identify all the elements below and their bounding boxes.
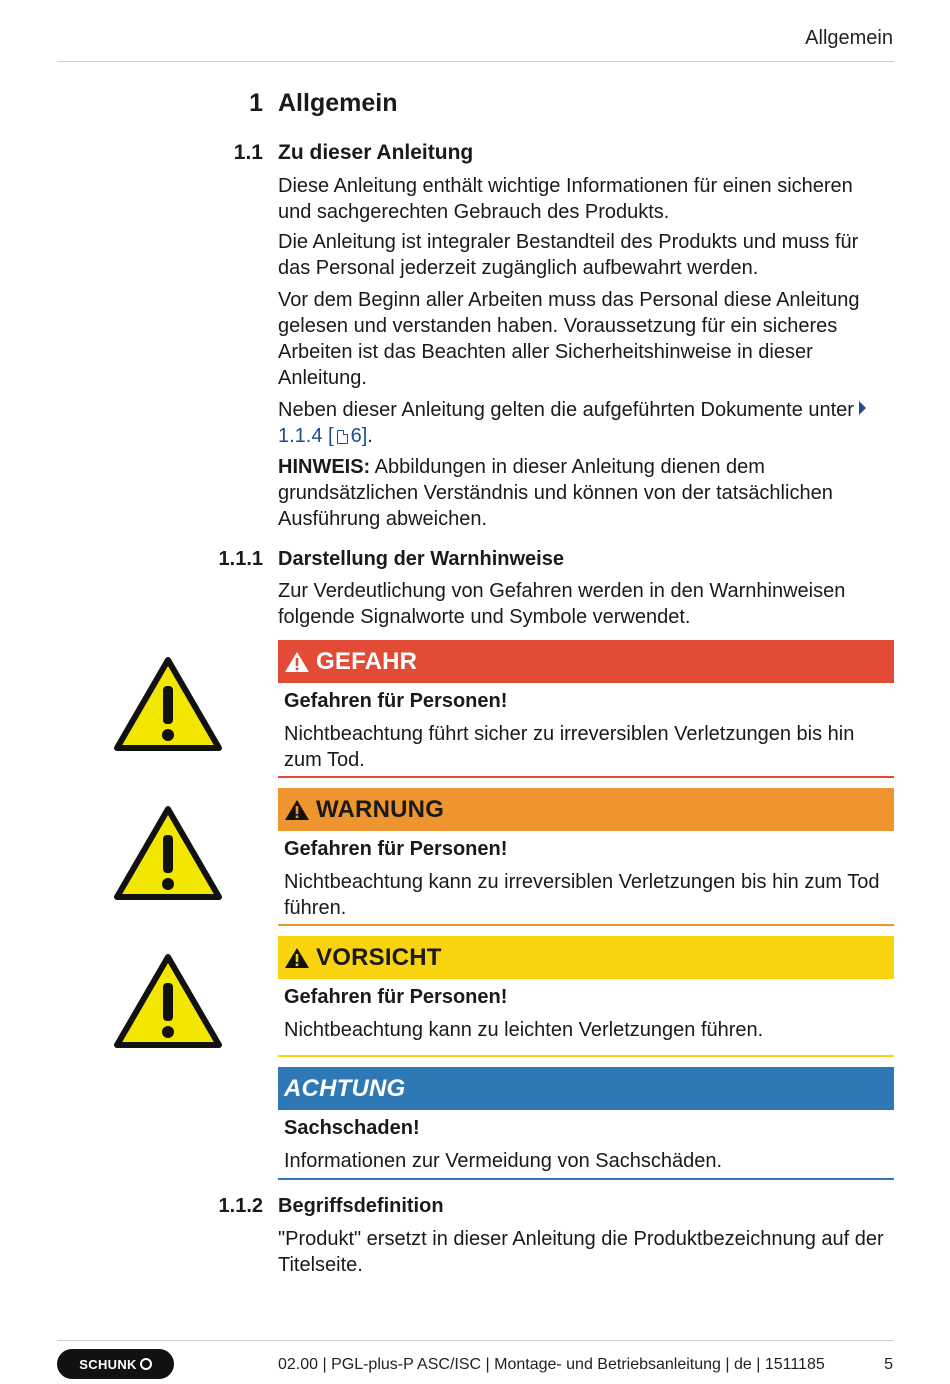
- warning-triangle-icon: [113, 805, 223, 901]
- warning-triangle-icon: [113, 953, 223, 1049]
- note-text: Abbildungen in dieser Anleitung dienen dem grundsätzlichen Verständnis und können von der tatsächlichen Ausführung abweichen.: [278, 456, 833, 530]
- company-logo: [57, 1349, 174, 1379]
- caution-divider: [278, 1055, 894, 1057]
- footer-document-info: 02.00 | PGL-plus-P ASC/ISC | Montage- und Betriebsanleitung | de | 1511185: [278, 1356, 825, 1373]
- chapter-title: Allgemein: [278, 89, 398, 117]
- danger-divider: [278, 776, 894, 778]
- warning-divider: [278, 924, 894, 926]
- cross-reference-arrow-icon: [859, 401, 866, 415]
- danger-text: Nichtbeachtung führt sicher zu irreversiblen Verletzungen bis hin zum Tod.: [284, 723, 855, 771]
- notice-heading: Sachschaden!: [284, 1117, 420, 1139]
- warning-small-icon: [284, 651, 310, 673]
- section-number: 1.1: [233, 141, 263, 164]
- danger-signal-word: GEFAHR: [316, 647, 418, 675]
- section-title: Zu dieser Anleitung: [278, 141, 474, 164]
- chapter-number: 1: [249, 89, 263, 117]
- logo-text: SCHUNK: [79, 1356, 137, 1372]
- subsection-title: Begriffsdefinition: [278, 1195, 444, 1217]
- paragraph: Die Anleitung ist integraler Bestandteil des Produkts und muss für das Personal jederzeit zugänglich aufbewahrt werden.: [278, 231, 859, 279]
- note-label: HINWEIS:: [278, 456, 371, 478]
- notice-signal-word: ACHTUNG: [284, 1074, 406, 1102]
- paragraph-with-reference: [278, 397, 890, 449]
- warning-text: Nichtbeachtung kann zu irreversiblen Verletzungen bis hin zum Tod führen.: [284, 871, 880, 919]
- logo-mark-icon: [140, 1358, 152, 1370]
- warning-triangle-icon: [113, 656, 223, 752]
- warning-banner: [278, 788, 894, 831]
- header-divider: [57, 61, 894, 62]
- notice-divider: [278, 1178, 894, 1180]
- page-reference-link[interactable]: [328, 425, 367, 447]
- caution-banner: [278, 936, 894, 979]
- warning-signal-word: WARNUNG: [316, 795, 445, 823]
- caution-signal-word: VORSICHT: [316, 943, 442, 971]
- note-paragraph: [278, 454, 890, 532]
- caution-text: Nichtbeachtung kann zu leichten Verletzungen führen.: [284, 1019, 764, 1041]
- notice-text: Informationen zur Vermeidung von Sachschäden.: [284, 1150, 723, 1172]
- page-reference-number: 6]: [350, 425, 368, 447]
- cross-reference-link[interactable]: 1.1.4: [278, 425, 323, 447]
- paragraph: Zur Verdeutlichung von Gefahren werden in den Warnhinweisen folgende Signalworte und Symbole verwendet.: [278, 580, 846, 628]
- warning-small-icon: [284, 947, 310, 969]
- paragraph-text: Neben dieser Anleitung gelten die aufgeführten Dokumente unter: [278, 399, 854, 421]
- warning-heading: Gefahren für Personen!: [284, 838, 508, 860]
- paragraph-end: .: [367, 425, 373, 447]
- subsection-number: 1.1.2: [218, 1195, 263, 1217]
- running-header-title: Allgemein: [805, 27, 893, 49]
- footer-divider: [57, 1340, 894, 1341]
- paragraph: Diese Anleitung enthält wichtige Informationen für einen sicheren und sachgerechten Gebrauch des Produkts.: [278, 175, 853, 223]
- paragraph: Vor dem Beginn aller Arbeiten muss das Personal diese Anleitung gelesen und verstanden haben. Voraussetzung für ein sicheres Arbeiten ist das Beachten aller Sicherheitshinweise in dieser Anleitung.: [278, 289, 860, 389]
- page-number: 5: [884, 1356, 893, 1373]
- paragraph: "Produkt" ersetzt in dieser Anleitung die Produktbezeichnung auf der Titelseite.: [278, 1228, 884, 1276]
- page-bracket: [: [328, 425, 334, 447]
- page-icon: [337, 430, 348, 444]
- subsection-title: Darstellung der Warnhinweise: [278, 548, 564, 570]
- subsection-number: 1.1.1: [218, 548, 263, 570]
- notice-banner: [278, 1067, 894, 1110]
- warning-small-icon: [284, 799, 310, 821]
- danger-heading: Gefahren für Personen!: [284, 690, 508, 712]
- danger-banner: [278, 640, 894, 683]
- caution-heading: Gefahren für Personen!: [284, 986, 508, 1008]
